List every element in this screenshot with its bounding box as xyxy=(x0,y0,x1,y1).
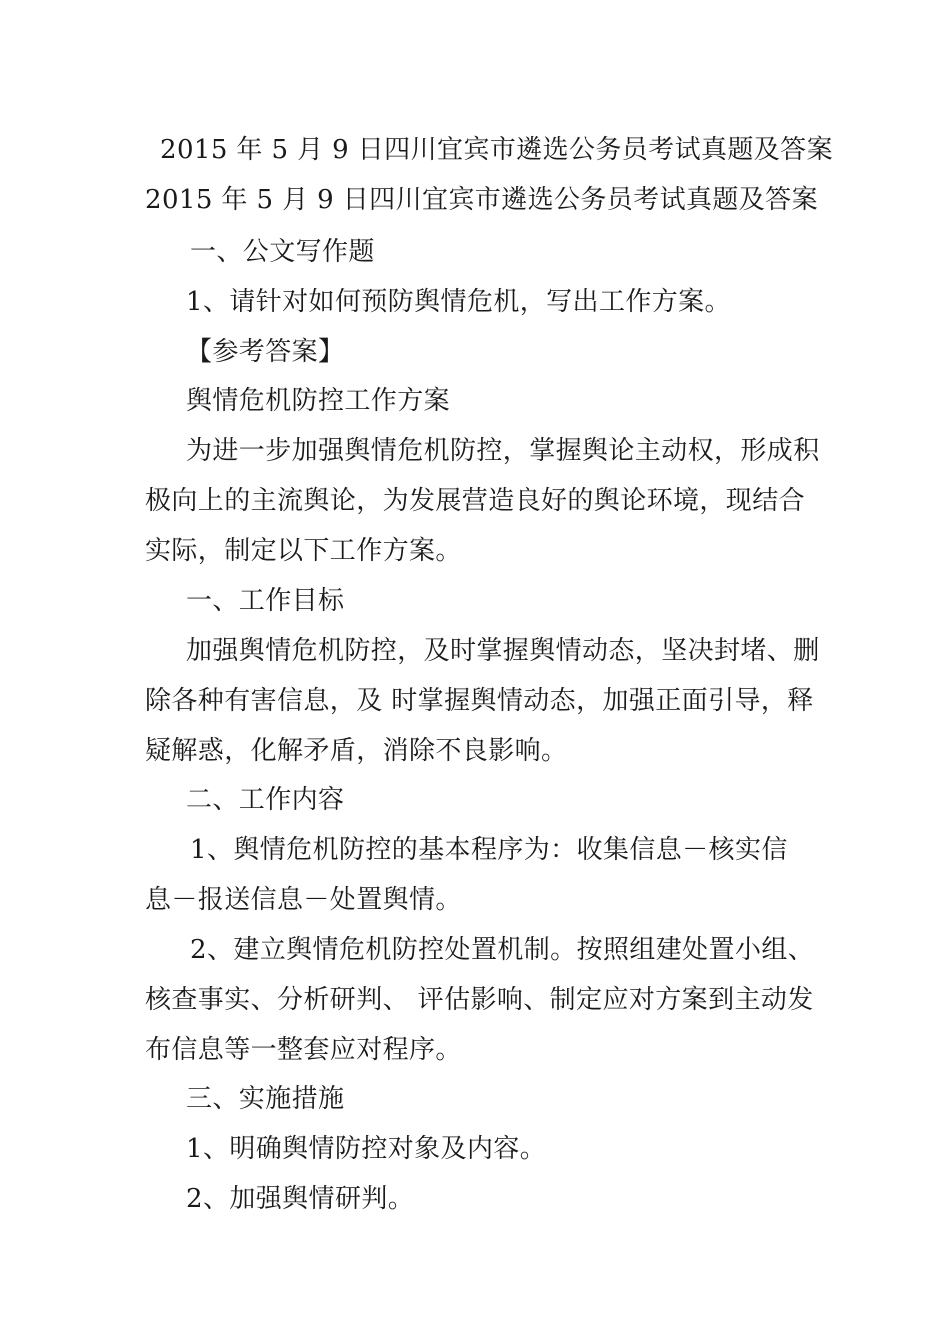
paragraph-line: 核查事实、分析研判、 评估影响、制定应对方案到主动发 xyxy=(145,985,814,1015)
paragraph-line: 息－报送信息－处置舆情。 xyxy=(145,885,462,915)
paragraph-line: 1、舆情危机防控的基本程序为：收集信息－核实信 xyxy=(190,835,788,865)
paragraph-line: 除各种有害信息，及 时掌握舆情动态，加强正面引导，释 xyxy=(145,686,814,716)
measure-item-1: 1、明确舆情防控对象及内容。 xyxy=(186,1134,547,1164)
section-heading-content: 二、工作内容 xyxy=(186,785,345,815)
measure-item-2: 2、加强舆情研判。 xyxy=(186,1184,415,1214)
section-heading-writing: 一、公文写作题 xyxy=(190,237,375,267)
answer-title: 舆情危机防控工作方案 xyxy=(186,386,451,416)
section-heading-measures: 三、实施措施 xyxy=(186,1084,345,1114)
question-1: 1、请针对如何预防舆情危机，写出工作方案。 xyxy=(186,287,731,317)
paragraph-line: 布信息等一整套应对程序。 xyxy=(145,1035,462,1065)
paragraph-line: 疑解惑，化解矛盾，消除不良影响。 xyxy=(145,736,568,766)
paragraph-line: 2、建立舆情危机防控处置机制。按照组建处置小组、 xyxy=(190,935,815,965)
paragraph-line: 加强舆情危机防控，及时掌握舆情动态，坚决封堵、删 xyxy=(186,636,820,666)
paragraph-line: 极向上的主流舆论，为发展营造良好的舆论环境，现结合 xyxy=(145,486,806,516)
document-title-line-2: 2015 年 5 月 9 日四川宜宾市遴选公务员考试真题及答案 xyxy=(145,185,818,215)
document-title-line-1: 2015 年 5 月 9 日四川宜宾市遴选公务员考试真题及答案 xyxy=(160,135,833,165)
paragraph-line: 为进一步加强舆情危机防控，掌握舆论主动权，形成积 xyxy=(186,436,820,466)
paragraph-line: 实际，制定以下工作方案。 xyxy=(145,536,462,566)
section-heading-goals: 一、工作目标 xyxy=(186,586,345,616)
reference-answer-label: 【参考答案】 xyxy=(186,337,345,367)
